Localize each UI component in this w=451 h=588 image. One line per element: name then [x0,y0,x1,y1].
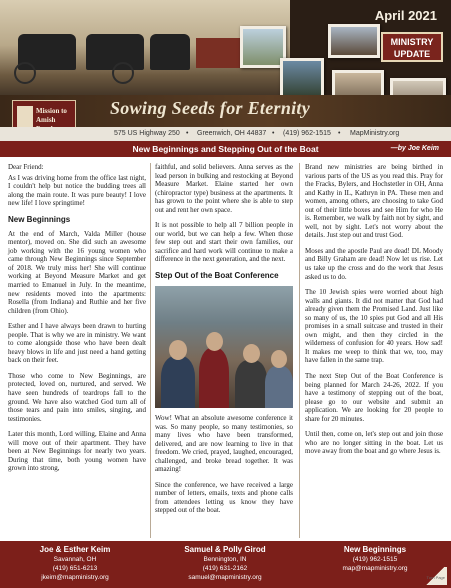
buggy-shape [150,34,190,70]
contact-city: Bennington, IN [203,556,247,563]
address: 575 US Highway 250 [114,130,180,137]
turn-page-corner[interactable]: Turn Page [423,567,447,585]
group-photo-2 [328,24,380,58]
contact-email[interactable]: map@mapministry.org [342,565,408,572]
bullet-separator: • [272,130,275,137]
paragraph: Those who come to New Beginnings, are protected, loved on, nurtured, and served. We have seen hundreds of teardrops fall to the ground. We have also watched God turn all of those tears and pain into smiles, singing, and testimonies. [8,371,146,423]
person-shape [199,348,229,408]
column-1 [8,163,146,480]
paragraph: It is not possible to help all 7 billion people in our world, but we can help a few. When those few step out and start their own families, our sacrifice and hard work will continue to make a difference in the next generation, and the next. [155,221,293,264]
column-divider [150,163,151,538]
column-divider [299,163,300,538]
buggy-wheel [14,62,36,84]
paragraph: Brand new ministries are being birthed in various parts of the US as you read this. Pray for the Fracks, Bylers, and Hochstetler in OH, Anna and Kathy in IL, Kathryn in PA. These men and women, among others, are choosing to take God out of their little boxes and see Him for who He is. Remember, we walk by faith not by sight, and well, not by sight. Let's not worry about the details. Just step out and trust God. [305,163,443,240]
bullet-separator: • [338,130,341,137]
issue-date: April 2021 [374,8,437,23]
paragraph: faithful, and solid believers. Anna serves as the lead person in bulking and restocking at Beyond Measure Market. Elaine started her own (chiropractor type) business at the apartments. It has grown to the point where she is able to step out and rent her own space. [155,163,293,214]
contact-bar [0,127,451,141]
column-3 [305,163,443,463]
person-head [271,350,287,368]
website[interactable]: MapMinistry.org [350,130,400,137]
logo-text: Mission to Amish [36,107,67,124]
badge-line-1: MINISTRY [390,37,434,47]
paragraph: Until then, come on, let's step out and join those who are no longer sitting in the boat. Let us move away from the boat and go where Jesus is. [305,430,443,456]
tagline: Sowing Seeds for Eternity [110,98,311,118]
paragraph: The next Step Out of the Boat Conference is being planned for March 24-26, 2022. If you have a testimony of stepping out of the boat, please go to our website and submit an application. We are looking for 20 people to share for 20 minutes. [305,372,443,423]
contact-city: Savannah, OH [53,556,97,563]
article-title-bar [0,141,451,157]
contact-phone: (419) 651-6213 [52,565,98,572]
paragraph: As I was driving home from the office last night, I couldn't help but notice the budding trees all along the main route. It was pure beauty! I love new life! I love springtime! [8,173,146,208]
column-2 [155,163,293,522]
person-head [243,344,260,363]
person-head [169,340,187,360]
contact-email[interactable]: jkeim@mapministry.org [41,574,109,581]
footer-contact-keim [0,545,150,582]
person-shape [235,360,267,408]
masthead [0,0,451,141]
person-shape [265,366,293,408]
paragraph: Later this month, Lord willing, Elaine and Anna will move out of their apartment. They have been at New Beginnings for nearly two years. During that time, both young women have grown into strong, [8,430,146,473]
contact-name: New Beginnings [343,545,407,554]
section-heading-conference: Step Out of the Boat Conference [155,271,279,281]
paragraph: Esther and I have always been drawn to hurting people. That is why we are in ministry. We want to come alongside those who have been dealt heavy blows in life and just need a hand getting back on their feet. [8,322,146,365]
section-heading-new-beginnings: New Beginnings [8,214,71,224]
paragraph: The 10 Jewish spies were worried about high walls and giants. It did not matter that God had already given them the Promised Land. Just like so many of us, the 10 spies put God and all His promises in a small suitcase and trusted in their own might, and then they circled in the wilderness of confusion for 40 years. How sad! It makes me weep to think that we, too, may have fallen in the same trap. [305,288,443,365]
ministry-update-badge [381,32,443,62]
paragraph: At the end of March, Valda Miller (house mentor), moved on. She did such an awesome job working with the 16 young women who came through New Beginnings since September of 2018. We truly miss her! She will continue working at Beyond Measure Market and get married to Emanuel in July. In the meantime, new residents moved into the apartments: Rosella (from Indiana) and Ruthie and her five children (from Ohio). [8,229,146,315]
badge-line-2: UPDATE [393,49,431,59]
buggy-wheel [112,62,134,84]
bullet-separator: • [186,130,189,137]
paragraph: Since the conference, we have received a large number of letters, emails, texts and phone calls from attendees letting us know they have stepped out of the boat. [155,480,293,515]
paragraph: Moses and the apostle Paul are dead! DL Moody and Billy Graham are dead! Now let us rise. Let us take up the cross and do the work that Jesus asked us to do. [305,246,443,281]
paragraph: Wow! What an absolute awesome conference it was. So many people, so many testimonies, so many lives who have been transformed, delivered, and are now learning to live in that freedom. We cried, prayed, laughed, encouraged, challenged, and broke bread together. It was amazing! [155,414,293,474]
contact-phone: (419) 631-2162 [202,565,248,572]
phone: (419) 962-1515 [283,130,331,137]
contact-phone: (419) 962-1515 [352,556,398,563]
footer-contact-girod [150,545,300,582]
contact-name: Samuel & Polly Girod [184,545,266,554]
person-shape [161,356,195,408]
contact-email[interactable]: samuel@mapministry.org [188,574,262,581]
greeting: Dear Friend: [8,163,44,171]
person-head [206,332,223,351]
contact-footer [0,541,451,588]
city: Greenwich, OH 44837 [197,130,267,137]
article-title: New Beginnings and Stepping Out of the Boat [132,144,319,154]
byline: —by Joe Keim [390,145,439,152]
conference-photo [155,286,293,408]
contact-name: Joe & Esther Keim [39,545,111,554]
